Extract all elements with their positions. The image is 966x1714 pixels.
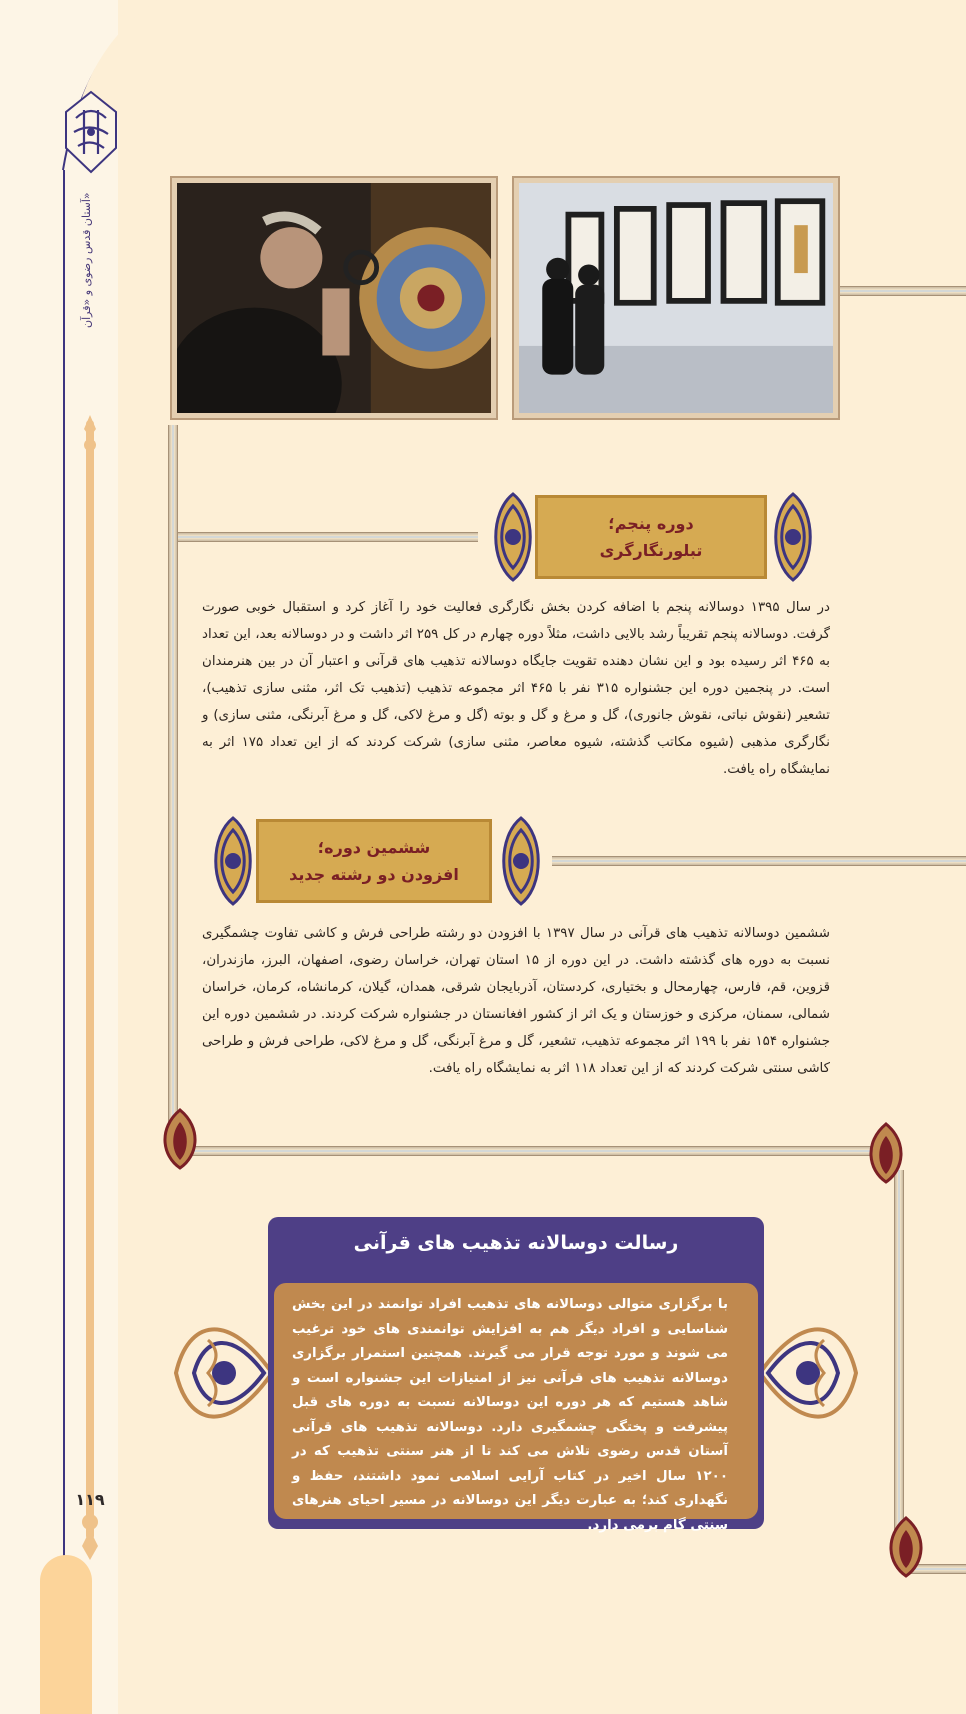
- calligraphy-emblem-icon: [60, 88, 122, 176]
- frame-line-top-right: [840, 286, 966, 296]
- corner-leaf-ornament-icon: [882, 1516, 930, 1578]
- arabesque-ornament-right-icon: [760, 492, 826, 582]
- section5-title-line2: تبلورنگارگری: [599, 541, 703, 560]
- photo-exhibition-visitors: [514, 178, 838, 418]
- mission-body: با برگزاری متوالی دوسالانه های تذهیب افراد توانمند در این بخش شناسایی و افراد دیگر هم به افزایش توانمندی های خود ترغیب می شوند و مورد توجه قرار می گیرند. همچنین استمرار برگزاری دوسالانه تذهیب های قرآنی نیز از امتیازات این جشنواره است و شاهد هستیم که هر دوره این دوسالانه نسبت به دوره های قبل پیشرفت و پختگی چشمگیری دارد. دوسالانه تذهیب های قرآنی آستان قدس رضوی تلاش می کند تا از هنر سنتی تذهیب که در ۱۲۰۰ سال اخیر در کتاب آرایی اسلامی نمود داشتند، حفظ و نگهداری کند؛ به عبارت دیگر این دوسالانه در مسیر احیای هنرهای سنتی گام برمی دارد.: [292, 1297, 728, 1533]
- corner-leaf-ornament-icon: [156, 1108, 204, 1170]
- page-number: ۱۱۹: [75, 1490, 105, 1509]
- running-header-caption: آستان قدس رضوی و «قرآن»: [80, 192, 93, 328]
- corner-leaf-ornament-icon: [862, 1122, 910, 1184]
- section6-title-line2: افزودن دو رشته جدید: [289, 865, 459, 884]
- margin-rule-line: [63, 170, 65, 1560]
- section5-title-banner: [535, 495, 767, 579]
- arabesque-ornament-right-icon: [488, 816, 554, 906]
- section5-title-line1: دوره پنجم؛: [608, 513, 694, 533]
- photo-visitor-magnifier: [172, 178, 496, 418]
- frame-line-bottom: [180, 1146, 880, 1156]
- frame-line-section6: [552, 856, 966, 866]
- page-number-tab: [40, 1555, 92, 1714]
- staff-finial-top-icon: [78, 415, 102, 455]
- section5-body: در سال ۱۳۹۵ دوسالانه پنجم با اضافه کردن بخش نگارگری فعالیت خود را آغاز کرد و استقبال خوبی صورت گرفت. دوسالانه پنجم تقریباً رشد بالایی داشت، مثلاً دوره چهارم در کل ۲۵۹ اثر داشت و در دوسالانه بعد، این تعداد به ۴۶۵ اثر رسیده بود و این نشان دهنده تقویت جایگاه دوسالانه تذهیب های قرآنی و اعتبار آن در بین هنرمندان است. در پنجمین دوره این جشنواره ۳۱۵ نفر با ۴۶۵ اثر مجموعه تذهیب (تذهیب تک اثر، مثنی سازی تذهیب)، تشعیر (نقوش نباتی، نقوش جانوری)، گل و مرغ و گل و بوته (گل و مرغ لاکی، گل و مرغ آبرنگی، مثنی سازی) و نگارگری مذهبی (شیوه مکاتب گذشته، شیوه معاصر، مثنی سازی) شرکت کردند که از این تعداد ۱۷۵ اثر به نمایشگاه راه یافت.: [202, 600, 830, 777]
- section6-body: ششمین دوسالانه تذهیب های قرآنی در سال ۱۳۹۷ با افزودن دو رشته طراحی فرش و کاشی تفاوت چشمگیری نسبت به دوره های گذشته داشت. در این دوره از ۱۵ استان تهران، خراسان رضوی، اصفهان، البرز، مازندران، قزوین، قم، فارس، چهارمحال و بختیاری، کردستان، آذربایجان شرقی، همدان، گیلان، کرمانشاه، کرمان، خراسان شمالی، سمنان، مرکزی و خوزستان و یک اثر از کشور افغانستان در جشنواره شرکت کردند. در ششمین دوره این جشنواره ۱۵۴ نفر با ۱۹۹ اثر مجموعه تذهیب، تشعیر، گل و مرغ آبرنگی، گل و مرغ لاکی، طراحی فرش و طراحی کاشی سنتی شرکت کردند که از این تعداد ۱۱۸ اثر به نمایشگاه راه یافت.: [202, 926, 831, 1076]
- frame-line-section5: [178, 532, 478, 542]
- mission-title: رسالت دوسالانه تذهیب های قرآنی: [353, 1232, 679, 1254]
- staff-finial-bottom-icon: [76, 1510, 104, 1560]
- frame-line-right: [894, 1170, 904, 1540]
- mission-ornament-right-icon: [760, 1300, 864, 1446]
- section6-title-banner: [256, 819, 492, 903]
- mission-ornament-left-icon: [168, 1300, 272, 1446]
- frame-line-left: [168, 425, 178, 1145]
- section6-title-line1: ششمین دوره؛: [317, 837, 431, 857]
- margin-ornament-staff: [86, 420, 94, 1540]
